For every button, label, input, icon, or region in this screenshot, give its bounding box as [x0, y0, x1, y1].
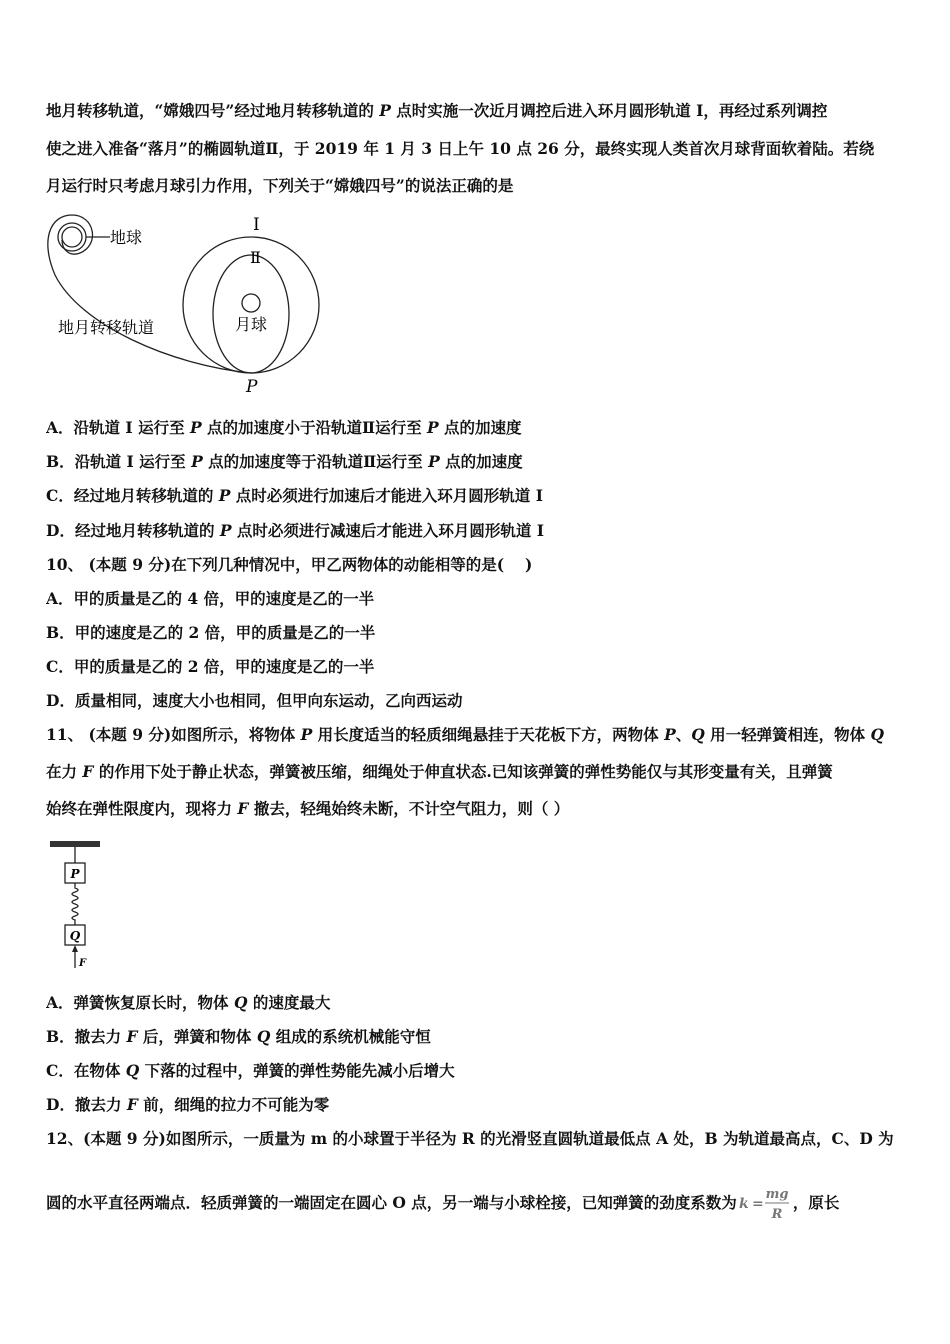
- q9-option-a: A．沿轨道 I 运行至 P 点的加速度小于沿轨道Ⅱ运行至 P 点的加速度: [46, 418, 522, 437]
- moon-label: 月球: [235, 315, 268, 334]
- formula-equals: =: [751, 1196, 764, 1212]
- q10-option-d: D．质量相同，速度大小也相同，但甲向东运动，乙向西运动: [46, 691, 463, 710]
- moon-circle: [242, 294, 260, 312]
- formula-numerator: mg: [765, 1187, 789, 1202]
- force-label: F: [79, 958, 87, 969]
- q11-line-3: 始终在弹性限度内，现将力 F 撤去，轻绳始终未断，不计空气阻力，则（ ）: [46, 799, 570, 818]
- transfer-orbit-label: 地月转移轨道: [58, 318, 155, 337]
- q11-option-c: C．在物体 Q 下落的过程中，弹簧的弹性势能先减小后增大: [46, 1061, 455, 1080]
- q9-option-c: C．经过地月转移轨道的 P 点时必须进行加速后才能进入环月圆形轨道 I: [46, 486, 543, 505]
- q9-option-d: D．经过地月转移轨道的 P 点时必须进行减速后才能进入环月圆形轨道 I: [46, 521, 545, 540]
- point-p-label: P: [246, 377, 258, 397]
- force-arrow-head: [72, 945, 78, 952]
- intro-line-1: 地月转移轨道，“嫦娥四号”经过地月转移轨道的 P 点时实施一次近月调控后进入环月圆形轨道 I，再经过系列调控: [46, 101, 828, 120]
- block-p-label: P: [70, 867, 80, 881]
- spring-figure: [46, 838, 106, 974]
- intro-line-2: 使之进入准备“落月”的椭圆轨道Ⅱ，于 2019 年 1 月 3 日上午 10 点 26 分，最终实现人类首次月球背面软着陆。若绕: [46, 139, 875, 158]
- q10-option-a: A．甲的质量是乙的 4 倍，甲的速度是乙的一半: [46, 589, 375, 608]
- q10-option-b: B．甲的速度是乙的 2 倍，甲的质量是乙的一半: [46, 623, 376, 642]
- orbit-figure: [40, 205, 340, 400]
- elliptical-orbit-ii: [213, 255, 289, 373]
- block-q-label: Q: [69, 929, 81, 943]
- earth-inner-circle: [62, 227, 82, 247]
- earth-label: 地球: [110, 228, 143, 247]
- q11-line-1: 11、 (本题 9 分)如图所示，将物体 P 用长度适当的轻质细绳悬挂于天花板下方，两物体 P、Q 用一轻弹簧相连，物体 Q: [46, 725, 885, 744]
- intro-line-3: 月运行时只考虑月球引力作用，下列关于“嫦娥四号”的说法正确的是: [46, 176, 514, 195]
- q11-line-2: 在力 F 的作用下处于静止状态，弹簧被压缩，细绳处于伸直状态.已知该弹簧的弹性势能仅与其形变量有关，且弹簧: [46, 762, 833, 781]
- ceiling: [50, 841, 100, 847]
- q11-option-d: D．撤去力 F 前，细绳的拉力不可能为零: [46, 1095, 330, 1114]
- q9-option-b: B．沿轨道 I 运行至 P 点的加速度等于沿轨道Ⅱ运行至 P 点的加速度: [46, 452, 523, 471]
- orbit-i-label: I: [253, 215, 260, 235]
- q10-stem: 10、 (本题 9 分)在下列几种情况中，甲乙两物体的动能相等的是( ): [46, 555, 533, 574]
- formula-denominator: R: [771, 1207, 783, 1222]
- q11-option-b: B．撤去力 F 后，弹簧和物体 Q 组成的系统机械能守恒: [46, 1027, 431, 1046]
- q10-option-c: C．甲的质量是乙的 2 倍，甲的速度是乙的一半: [46, 657, 375, 676]
- spring: [72, 883, 78, 925]
- q12-line-1: 12、(本题 9 分)如图所示，一质量为 m 的小球置于半径为 R 的光滑竖直圆轨道最低点 A 处，B 为轨道最高点，C、D 为: [46, 1129, 894, 1148]
- q12-line-2: 圆的水平直径两端点．轻质弹簧的一端固定在圆心 O 点，另一端与小球栓接，已知弹簧的劲度系数为 k = mg R ，原长: [46, 1184, 910, 1224]
- orbit-ii-label: Ⅱ: [250, 248, 261, 267]
- q11-option-a: A．弹簧恢复原长时，物体 Q 的速度最大: [46, 993, 331, 1012]
- formula-k: k: [738, 1196, 749, 1212]
- spring-constant-formula: [737, 1184, 793, 1224]
